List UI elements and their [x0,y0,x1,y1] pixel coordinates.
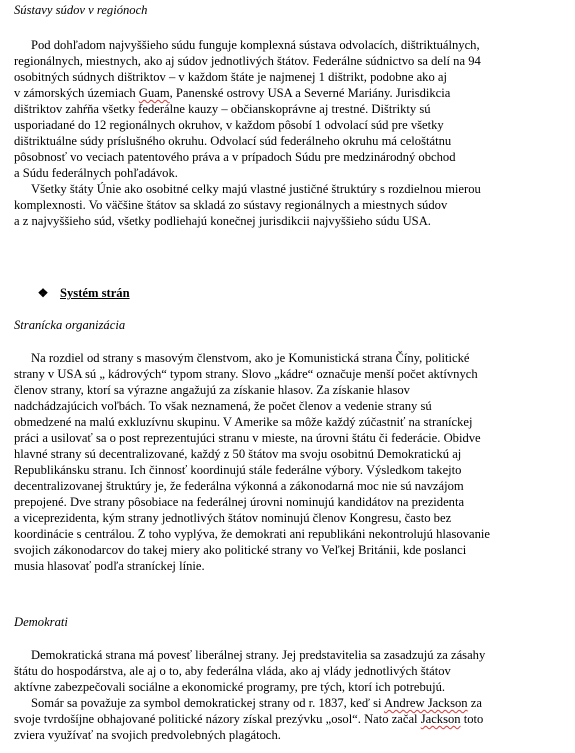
text-segment: , Panenské ostrovy USA a Severné Mariány. Jurisdikcia [169,86,451,100]
text-line: Všetky štáty Únie ako osobitné celky majú vlastné justičné štruktúry s rozdielnou mierou [31,182,481,196]
section-title-court-systems: Sústavy súdov v regiónoch [14,3,148,17]
text-line [14,85,481,101]
text-line: usporiadané do 12 regionálnych okruhov, v každom pôsobí 1 odvolací súd pre všetky [14,118,444,132]
section-title-party-organization: Stranícka organizácia [14,318,126,332]
text-line: Pod dohľadom najvyššieho súdu funguje komplexná sústava odvolacích, dištriktuálnych, [31,38,480,52]
text-line: prepojené. Dve strany pôsobiace na federálnej úrovni nominujú kandidátov na prezidenta [14,495,465,509]
text-line: členov strany, ktorí sa výrazne angažujú za získanie hlasov. Za získanie hlasov [14,383,410,397]
text-segment: v zámorských územiach [14,86,139,100]
text-line: koordinácie s centrálou. Z toho vyplýva, že demokrati ani republikáni nekontrolujú hlasovanie [14,527,490,541]
text-line [14,695,485,711]
text-line: a Súdu federálnych pohľadávok. [14,166,178,180]
text-segment: svoje tvrdošíjne obhajované politické názory získal prezývku „osol“. Nato začal [14,712,421,726]
text-segment: za [467,696,482,710]
text-segment: toto [460,712,484,726]
text-line: pôsobnosť vo veciach patentového práva a v prípadoch Súdu pre medzinárodný obchod [14,150,456,164]
section-title-label: Systém strán [60,286,130,300]
paragraph-court-systems [14,37,481,229]
text-line: štátu do hospodárstva, ale aj o to, aby federálna vláda, ako aj vlády jednotlivých štátov [14,664,451,678]
text-line [14,711,485,727]
text-line: dištriktuálne súdy príslušného okruhu. Odvolací súd federálneho okruhu má celoštátnu [14,134,452,148]
text-line: aktívne zabezpečovali sociálne a ekonomické programy, pre tých, ktorí ich potrebujú. [14,680,446,694]
text-line: regionálnych, miestnych, ako aj súdov jednotlivých štátov. Federálne súdnictvo sa delí na 94 [14,54,481,68]
text-line: Republikánsku stranu. Ich činnosť koordinujú stále federálne výbory. Výsledkom takejto [14,463,462,477]
text-line: zviera využívať na svojich predvolebných plagátoch. [14,728,281,742]
text-line: nadchádzajúcich voľbách. To však neznamená, že počet členov a vedenie strany sú [14,399,432,413]
section-title-party-system [14,285,130,301]
text-line: práci a usilovať sa o post reprezentujúci stranu v mieste, na úrovni štátu či federácie. Obidve [14,431,481,445]
text-line: svojich zákonodarcov do takej miery ako politické strany vo Veľkej Británii, kde poslanci [14,543,467,557]
text-line: komplexnosti. Vo väčšine štátov sa skladá zo sústavy regionálnych a miestnych súdov [14,198,448,212]
text-line: a viceprezidenta, kým strany jednotlivých štátov nominujú členov Kongresu, často bez [14,511,452,525]
spellcheck-word: Jackson [420,712,461,726]
paragraph-democrats [14,647,485,743]
diamond-bullet-icon: ❖ [37,286,49,300]
text-line: dištriktov zahŕňa všetky federálne kauzy – občianskoprávne aj trestné. Dištrikty sú [14,102,431,116]
section-title-democrats: Demokrati [14,615,68,629]
text-line: Na rozdiel od strany s masovým členstvom, ako je Komunistická strana Číny, politické [31,351,470,365]
text-segment: Somár sa považuje za symbol demokratickej strany od r. 1837, keď si [31,696,384,710]
text-line: obmedzené na malú exkluzívnu skupinu. V Amerike sa môže každý zúčastniť na straníckej [14,415,473,429]
paragraph-party-organization [14,350,490,574]
spellcheck-word: Guam [138,86,170,100]
text-line: Demokratická strana má povesť liberálnej strany. Jej predstavitelia sa zasadzujú za zásahy [31,648,486,662]
text-line: decentralizovanej štruktúry je, že federálna výkonná a zákonodarná moc nie sú navzájom [14,479,464,493]
text-line: a z najvyššieho súd, všetky podliehajú konečnej jurisdikcii najvyššieho súdu USA. [14,214,431,228]
spellcheck-word: Andrew Jackson [384,696,468,710]
text-line: hlavné strany sú decentralizované, každý z 50 štátov ma svoju osobitnú Demokratickú aj [14,447,462,461]
text-line: musia hlasovať podľa straníckej línie. [14,559,205,573]
text-line: osobitných súdnych dištriktov – v každom štáte je najmenej 1 dištrikt, podobne ako aj [14,70,448,84]
text-line: strany v USA sú „ kádrových“ typom strany. Slovo „kádre“ označuje menší počet aktívnych [14,367,478,381]
